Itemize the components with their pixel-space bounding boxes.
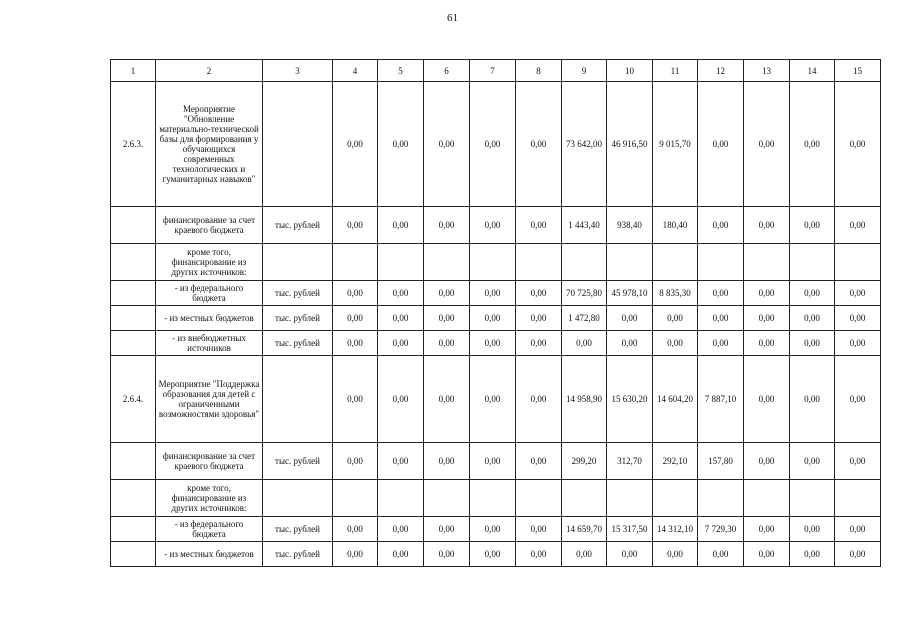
column-number-7: 7 <box>470 60 516 82</box>
value-cell: 0,00 <box>424 82 470 207</box>
value-cell: 7 729,30 <box>698 517 744 542</box>
table-row <box>111 356 881 443</box>
value-cell <box>653 244 698 281</box>
unit-cell: тыс. рублей <box>263 281 333 306</box>
value-cell: 1 443,40 <box>562 207 607 244</box>
value-cell <box>424 244 470 281</box>
value-cell: 14 604,20 <box>653 356 698 443</box>
column-number-5: 5 <box>378 60 424 82</box>
table-row <box>111 306 881 331</box>
value-cell <box>333 480 378 517</box>
column-number-2: 2 <box>156 60 263 82</box>
item-code-cell <box>111 306 156 331</box>
item-code-cell <box>111 207 156 244</box>
value-cell: 0,00 <box>424 306 470 331</box>
value-cell: 0,00 <box>516 207 562 244</box>
value-cell: 14 659,70 <box>562 517 607 542</box>
item-description-cell: - из федерального бюджета <box>156 281 263 306</box>
value-cell: 0,00 <box>835 281 881 306</box>
value-cell: 46 916,50 <box>607 82 653 207</box>
column-number-15: 15 <box>835 60 881 82</box>
value-cell: 0,00 <box>333 542 378 567</box>
item-description-cell: - из внебюджетных источников <box>156 331 263 356</box>
value-cell <box>790 244 835 281</box>
value-cell: 0,00 <box>698 82 744 207</box>
value-cell: 0,00 <box>790 517 835 542</box>
value-cell: 0,00 <box>378 356 424 443</box>
value-cell: 0,00 <box>607 306 653 331</box>
value-cell: 0,00 <box>378 281 424 306</box>
value-cell: 0,00 <box>835 331 881 356</box>
value-cell <box>516 244 562 281</box>
item-code-cell <box>111 480 156 517</box>
value-cell: 0,00 <box>835 443 881 480</box>
value-cell: 0,00 <box>470 517 516 542</box>
unit-cell: тыс. рублей <box>263 331 333 356</box>
table-row <box>111 443 881 480</box>
value-cell: 0,00 <box>333 331 378 356</box>
value-cell: 0,00 <box>744 356 790 443</box>
table-row <box>111 517 881 542</box>
value-cell: 0,00 <box>470 443 516 480</box>
value-cell: 8 835,30 <box>653 281 698 306</box>
value-cell: 0,00 <box>698 331 744 356</box>
value-cell: 0,00 <box>790 356 835 443</box>
value-cell <box>790 480 835 517</box>
unit-cell: тыс. рублей <box>263 306 333 331</box>
value-cell <box>424 480 470 517</box>
table-row <box>111 281 881 306</box>
value-cell: 0,00 <box>562 542 607 567</box>
value-cell: 0,00 <box>333 517 378 542</box>
value-cell: 0,00 <box>516 331 562 356</box>
table-row <box>111 244 881 281</box>
value-cell: 0,00 <box>516 306 562 331</box>
item-code-cell <box>111 281 156 306</box>
column-number-1: 1 <box>111 60 156 82</box>
value-cell: 0,00 <box>835 306 881 331</box>
value-cell: 0,00 <box>333 207 378 244</box>
table-row <box>111 207 881 244</box>
column-number-9: 9 <box>562 60 607 82</box>
value-cell: 14 312,10 <box>653 517 698 542</box>
value-cell <box>378 244 424 281</box>
value-cell: 1 472,80 <box>562 306 607 331</box>
value-cell: 0,00 <box>744 306 790 331</box>
value-cell <box>378 480 424 517</box>
value-cell <box>653 480 698 517</box>
unit-cell <box>263 244 333 281</box>
column-number-12: 12 <box>698 60 744 82</box>
value-cell: 9 015,70 <box>653 82 698 207</box>
value-cell: 0,00 <box>790 82 835 207</box>
value-cell: 938,40 <box>607 207 653 244</box>
column-number-row <box>111 60 881 82</box>
value-cell: 0,00 <box>698 306 744 331</box>
item-code-cell: 2.6.3. <box>111 82 156 207</box>
value-cell: 0,00 <box>744 443 790 480</box>
value-cell: 0,00 <box>333 82 378 207</box>
value-cell: 0,00 <box>607 542 653 567</box>
value-cell: 15 317,50 <box>607 517 653 542</box>
item-description-cell: финансирование за счет краевого бюджета <box>156 443 263 480</box>
value-cell: 0,00 <box>378 82 424 207</box>
unit-cell <box>263 480 333 517</box>
value-cell: 0,00 <box>744 331 790 356</box>
budget-table <box>110 59 881 567</box>
value-cell: 0,00 <box>470 82 516 207</box>
value-cell: 0,00 <box>653 306 698 331</box>
value-cell: 0,00 <box>470 306 516 331</box>
value-cell: 0,00 <box>744 281 790 306</box>
item-description-cell: - из местных бюджетов <box>156 306 263 331</box>
value-cell: 0,00 <box>516 356 562 443</box>
value-cell: 0,00 <box>378 306 424 331</box>
value-cell: 0,00 <box>835 356 881 443</box>
value-cell: 0,00 <box>516 443 562 480</box>
value-cell: 0,00 <box>790 331 835 356</box>
value-cell: 0,00 <box>790 542 835 567</box>
value-cell: 0,00 <box>516 82 562 207</box>
value-cell: 14 958,90 <box>562 356 607 443</box>
value-cell: 15 630,20 <box>607 356 653 443</box>
value-cell: 0,00 <box>790 443 835 480</box>
value-cell: 0,00 <box>698 207 744 244</box>
value-cell: 0,00 <box>698 281 744 306</box>
value-cell: 0,00 <box>378 207 424 244</box>
table-row <box>111 331 881 356</box>
value-cell: 0,00 <box>378 542 424 567</box>
value-cell: 292,10 <box>653 443 698 480</box>
unit-cell <box>263 82 333 207</box>
value-cell: 0,00 <box>790 207 835 244</box>
value-cell: 0,00 <box>653 542 698 567</box>
table-header <box>111 60 881 82</box>
value-cell <box>516 480 562 517</box>
value-cell: 0,00 <box>333 356 378 443</box>
value-cell: 0,00 <box>424 207 470 244</box>
unit-cell <box>263 356 333 443</box>
value-cell: 0,00 <box>470 542 516 567</box>
value-cell <box>562 480 607 517</box>
value-cell: 0,00 <box>378 331 424 356</box>
value-cell: 0,00 <box>744 542 790 567</box>
value-cell: 0,00 <box>378 443 424 480</box>
value-cell: 0,00 <box>698 542 744 567</box>
value-cell: 0,00 <box>790 281 835 306</box>
column-number-14: 14 <box>790 60 835 82</box>
value-cell: 0,00 <box>516 542 562 567</box>
column-number-8: 8 <box>516 60 562 82</box>
value-cell: 0,00 <box>835 517 881 542</box>
value-cell: 7 887,10 <box>698 356 744 443</box>
column-number-10: 10 <box>607 60 653 82</box>
item-code-cell <box>111 443 156 480</box>
value-cell <box>470 244 516 281</box>
value-cell: 0,00 <box>424 517 470 542</box>
value-cell: 0,00 <box>424 443 470 480</box>
value-cell <box>470 480 516 517</box>
value-cell: 0,00 <box>333 443 378 480</box>
value-cell: 0,00 <box>424 331 470 356</box>
value-cell: 0,00 <box>607 331 653 356</box>
value-cell <box>607 244 653 281</box>
value-cell: 45 978,10 <box>607 281 653 306</box>
value-cell: 0,00 <box>516 517 562 542</box>
value-cell <box>607 480 653 517</box>
item-description-cell: кроме того, финансирование из других источников: <box>156 244 263 281</box>
item-description-cell: - из местных бюджетов <box>156 542 263 567</box>
value-cell: 0,00 <box>470 207 516 244</box>
value-cell: 0,00 <box>378 517 424 542</box>
value-cell: 0,00 <box>790 306 835 331</box>
value-cell: 0,00 <box>835 82 881 207</box>
unit-cell: тыс. рублей <box>263 517 333 542</box>
value-cell: 0,00 <box>333 306 378 331</box>
page-number: 61 <box>447 12 458 24</box>
value-cell: 0,00 <box>424 356 470 443</box>
unit-cell: тыс. рублей <box>263 207 333 244</box>
value-cell: 0,00 <box>744 82 790 207</box>
value-cell: 0,00 <box>835 542 881 567</box>
item-description-cell: финансирование за счет краевого бюджета <box>156 207 263 244</box>
item-description-cell: - из федерального бюджета <box>156 517 263 542</box>
item-code-cell <box>111 331 156 356</box>
value-cell <box>698 244 744 281</box>
column-number-3: 3 <box>263 60 333 82</box>
item-code-cell <box>111 244 156 281</box>
column-number-11: 11 <box>653 60 698 82</box>
value-cell: 312,70 <box>607 443 653 480</box>
table-row <box>111 542 881 567</box>
unit-cell: тыс. рублей <box>263 542 333 567</box>
value-cell: 0,00 <box>835 207 881 244</box>
value-cell: 0,00 <box>333 281 378 306</box>
value-cell: 0,00 <box>744 517 790 542</box>
item-description-cell: Мероприятие "Обновление материально-технической базы для формирования у обучающихся современных технологических и гуманитарных навыков" <box>156 82 263 207</box>
item-code-cell <box>111 517 156 542</box>
item-code-cell: 2.6.4. <box>111 356 156 443</box>
value-cell: 299,20 <box>562 443 607 480</box>
value-cell: 70 725,80 <box>562 281 607 306</box>
item-code-cell <box>111 542 156 567</box>
value-cell: 0,00 <box>562 331 607 356</box>
value-cell: 0,00 <box>653 331 698 356</box>
value-cell <box>744 480 790 517</box>
item-description-cell: Мероприятие "Поддержка образования для детей с ограниченными возможностями здоровья" <box>156 356 263 443</box>
item-description-cell: кроме того, финансирование из других источников: <box>156 480 263 517</box>
value-cell <box>835 480 881 517</box>
value-cell: 0,00 <box>424 542 470 567</box>
table-row <box>111 82 881 207</box>
value-cell: 73 642,00 <box>562 82 607 207</box>
value-cell: 157,80 <box>698 443 744 480</box>
table-row <box>111 480 881 517</box>
unit-cell: тыс. рублей <box>263 443 333 480</box>
value-cell <box>333 244 378 281</box>
table-body <box>111 82 881 567</box>
value-cell: 0,00 <box>470 331 516 356</box>
value-cell: 0,00 <box>470 281 516 306</box>
value-cell <box>698 480 744 517</box>
value-cell <box>744 244 790 281</box>
column-number-6: 6 <box>424 60 470 82</box>
value-cell: 0,00 <box>470 356 516 443</box>
column-number-4: 4 <box>333 60 378 82</box>
value-cell: 180,40 <box>653 207 698 244</box>
value-cell: 0,00 <box>516 281 562 306</box>
value-cell <box>835 244 881 281</box>
column-number-13: 13 <box>744 60 790 82</box>
value-cell: 0,00 <box>744 207 790 244</box>
value-cell: 0,00 <box>424 281 470 306</box>
value-cell <box>562 244 607 281</box>
